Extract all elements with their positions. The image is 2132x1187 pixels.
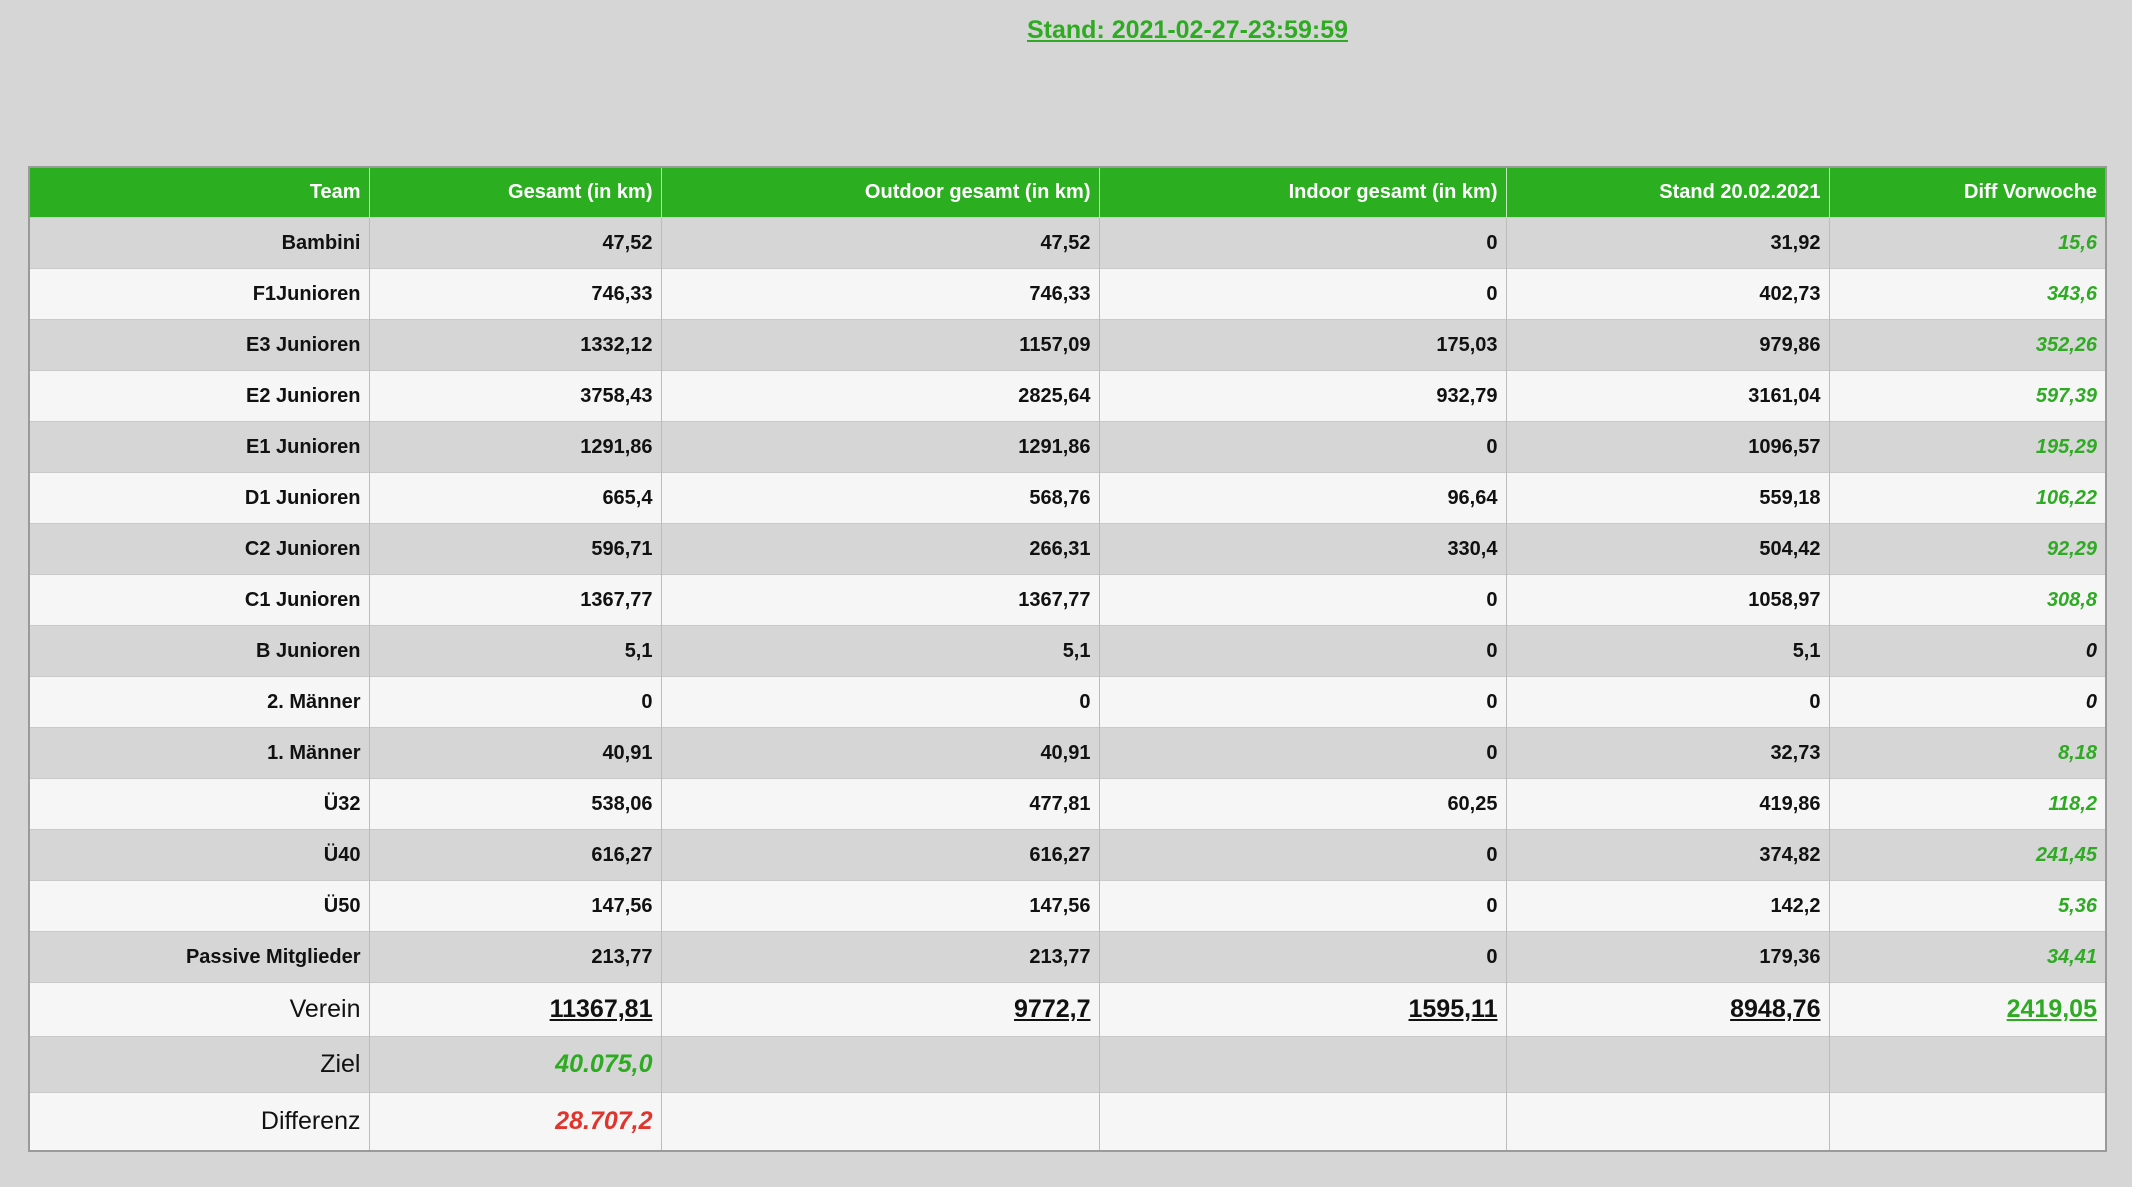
total-diff: 2419,05 xyxy=(1829,983,2106,1037)
total-stand: 8948,76 xyxy=(1506,983,1829,1037)
stand-cell: 559,18 xyxy=(1506,473,1829,524)
team-cell: 1. Männer xyxy=(29,728,369,779)
stand-cell: 142,2 xyxy=(1506,881,1829,932)
goal-value: 40.075,0 xyxy=(369,1037,661,1093)
gesamt-cell: 3758,43 xyxy=(369,371,661,422)
column-header-stand: Stand 20.02.2021 xyxy=(1506,167,1829,218)
total-gesamt: 11367,81 xyxy=(369,983,661,1037)
column-header-outdoor: Outdoor gesamt (in km) xyxy=(661,167,1099,218)
column-header-team: Team xyxy=(29,167,369,218)
goal-empty-cell xyxy=(1506,1037,1829,1093)
table-row xyxy=(29,779,2106,830)
outdoor-cell: 746,33 xyxy=(661,269,1099,320)
gesamt-cell: 0 xyxy=(369,677,661,728)
gesamt-cell: 616,27 xyxy=(369,830,661,881)
table-row xyxy=(29,626,2106,677)
table-body xyxy=(29,218,2106,983)
team-cell: C1 Junioren xyxy=(29,575,369,626)
stand-cell: 5,1 xyxy=(1506,626,1829,677)
team-cell: B Junioren xyxy=(29,626,369,677)
team-cell: E1 Junioren xyxy=(29,422,369,473)
outdoor-cell: 477,81 xyxy=(661,779,1099,830)
team-cell: E3 Junioren xyxy=(29,320,369,371)
gesamt-cell: 1332,12 xyxy=(369,320,661,371)
table-row xyxy=(29,677,2106,728)
table-row xyxy=(29,422,2106,473)
goal-empty-cell xyxy=(661,1037,1099,1093)
goal-empty-cell xyxy=(1829,1037,2106,1093)
diff-cell: 597,39 xyxy=(1829,371,2106,422)
indoor-cell: 330,4 xyxy=(1099,524,1506,575)
table-row xyxy=(29,932,2106,983)
gesamt-cell: 40,91 xyxy=(369,728,661,779)
table-row xyxy=(29,269,2106,320)
goal-label: Ziel xyxy=(29,1037,369,1093)
gesamt-cell: 213,77 xyxy=(369,932,661,983)
table-row xyxy=(29,524,2106,575)
stand-cell: 179,36 xyxy=(1506,932,1829,983)
outdoor-cell: 616,27 xyxy=(661,830,1099,881)
difference-empty-cell xyxy=(1506,1093,1829,1152)
column-header-diff: Diff Vorwoche xyxy=(1829,167,2106,218)
diff-cell: 15,6 xyxy=(1829,218,2106,269)
total-row xyxy=(29,983,2106,1037)
outdoor-cell: 266,31 xyxy=(661,524,1099,575)
indoor-cell: 0 xyxy=(1099,881,1506,932)
table-row xyxy=(29,575,2106,626)
column-header-indoor: Indoor gesamt (in km) xyxy=(1099,167,1506,218)
indoor-cell: 932,79 xyxy=(1099,371,1506,422)
team-cell: E2 Junioren xyxy=(29,371,369,422)
table-summary xyxy=(29,983,2106,1152)
difference-empty-cell xyxy=(1829,1093,2106,1152)
table-row xyxy=(29,728,2106,779)
indoor-cell: 0 xyxy=(1099,269,1506,320)
indoor-cell: 0 xyxy=(1099,575,1506,626)
stand-cell: 419,86 xyxy=(1506,779,1829,830)
diff-cell: 0 xyxy=(1829,677,2106,728)
table-header-row xyxy=(29,167,2106,218)
gesamt-cell: 538,06 xyxy=(369,779,661,830)
outdoor-cell: 40,91 xyxy=(661,728,1099,779)
team-cell: F1Junioren xyxy=(29,269,369,320)
goal-empty-cell xyxy=(1099,1037,1506,1093)
team-cell: D1 Junioren xyxy=(29,473,369,524)
stand-cell: 0 xyxy=(1506,677,1829,728)
indoor-cell: 0 xyxy=(1099,728,1506,779)
stand-cell: 402,73 xyxy=(1506,269,1829,320)
difference-value: 28.707,2 xyxy=(369,1093,661,1152)
stand-cell: 32,73 xyxy=(1506,728,1829,779)
stand-timestamp-link[interactable]: Stand: 2021-02-27-23:59:59 xyxy=(1027,16,1348,44)
indoor-cell: 96,64 xyxy=(1099,473,1506,524)
indoor-cell: 0 xyxy=(1099,677,1506,728)
gesamt-cell: 746,33 xyxy=(369,269,661,320)
diff-cell: 352,26 xyxy=(1829,320,2106,371)
team-cell: 2. Männer xyxy=(29,677,369,728)
gesamt-cell: 5,1 xyxy=(369,626,661,677)
column-header-gesamt: Gesamt (in km) xyxy=(369,167,661,218)
stand-cell: 1096,57 xyxy=(1506,422,1829,473)
difference-label: Differenz xyxy=(29,1093,369,1152)
outdoor-cell: 1367,77 xyxy=(661,575,1099,626)
diff-cell: 8,18 xyxy=(1829,728,2106,779)
team-cell: Ü50 xyxy=(29,881,369,932)
table-row xyxy=(29,218,2106,269)
outdoor-cell: 47,52 xyxy=(661,218,1099,269)
total-outdoor: 9772,7 xyxy=(661,983,1099,1037)
total-label: Verein xyxy=(29,983,369,1037)
indoor-cell: 0 xyxy=(1099,218,1506,269)
gesamt-cell: 147,56 xyxy=(369,881,661,932)
indoor-cell: 0 xyxy=(1099,422,1506,473)
diff-cell: 106,22 xyxy=(1829,473,2106,524)
indoor-cell: 0 xyxy=(1099,932,1506,983)
outdoor-cell: 1291,86 xyxy=(661,422,1099,473)
table-row xyxy=(29,473,2106,524)
indoor-cell: 60,25 xyxy=(1099,779,1506,830)
diff-cell: 195,29 xyxy=(1829,422,2106,473)
outdoor-cell: 0 xyxy=(661,677,1099,728)
team-cell: Ü40 xyxy=(29,830,369,881)
team-cell: Passive Mitglieder xyxy=(29,932,369,983)
outdoor-cell: 5,1 xyxy=(661,626,1099,677)
outdoor-cell: 213,77 xyxy=(661,932,1099,983)
total-indoor: 1595,11 xyxy=(1099,983,1506,1037)
diff-cell: 308,8 xyxy=(1829,575,2106,626)
stand-title-container xyxy=(1027,16,1348,50)
team-cell: Ü32 xyxy=(29,779,369,830)
stand-cell: 979,86 xyxy=(1506,320,1829,371)
table-row xyxy=(29,881,2106,932)
table-row xyxy=(29,320,2106,371)
stand-cell: 31,92 xyxy=(1506,218,1829,269)
stand-cell: 3161,04 xyxy=(1506,371,1829,422)
difference-row xyxy=(29,1093,2106,1152)
difference-empty-cell xyxy=(661,1093,1099,1152)
table-row xyxy=(29,371,2106,422)
stand-cell: 504,42 xyxy=(1506,524,1829,575)
team-cell: Bambini xyxy=(29,218,369,269)
difference-empty-cell xyxy=(1099,1093,1506,1152)
gesamt-cell: 596,71 xyxy=(369,524,661,575)
gesamt-cell: 1291,86 xyxy=(369,422,661,473)
diff-cell: 241,45 xyxy=(1829,830,2106,881)
indoor-cell: 175,03 xyxy=(1099,320,1506,371)
diff-cell: 0 xyxy=(1829,626,2106,677)
outdoor-cell: 2825,64 xyxy=(661,371,1099,422)
diff-cell: 5,36 xyxy=(1829,881,2106,932)
team-km-table xyxy=(28,166,2107,1152)
diff-cell: 92,29 xyxy=(1829,524,2106,575)
diff-cell: 118,2 xyxy=(1829,779,2106,830)
indoor-cell: 0 xyxy=(1099,626,1506,677)
table-row xyxy=(29,830,2106,881)
diff-cell: 343,6 xyxy=(1829,269,2106,320)
stand-cell: 1058,97 xyxy=(1506,575,1829,626)
gesamt-cell: 665,4 xyxy=(369,473,661,524)
goal-row xyxy=(29,1037,2106,1093)
diff-cell: 34,41 xyxy=(1829,932,2106,983)
outdoor-cell: 568,76 xyxy=(661,473,1099,524)
stand-cell: 374,82 xyxy=(1506,830,1829,881)
team-cell: C2 Junioren xyxy=(29,524,369,575)
gesamt-cell: 47,52 xyxy=(369,218,661,269)
outdoor-cell: 147,56 xyxy=(661,881,1099,932)
gesamt-cell: 1367,77 xyxy=(369,575,661,626)
outdoor-cell: 1157,09 xyxy=(661,320,1099,371)
indoor-cell: 0 xyxy=(1099,830,1506,881)
